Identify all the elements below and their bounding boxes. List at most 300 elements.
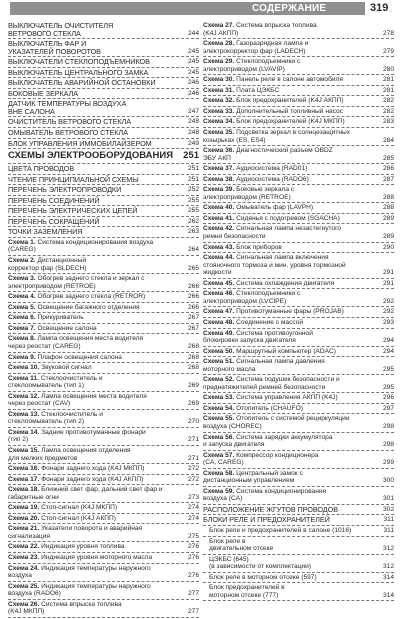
toc-entry xyxy=(8,375,199,392)
entry-page-number: 302 xyxy=(382,505,394,513)
entry-title: Стоп-сигнал (K4J АКПП) xyxy=(41,514,116,522)
entry-title: (CA, CAREG) xyxy=(203,459,244,467)
entry-divider xyxy=(203,184,394,185)
toc-entry-line xyxy=(8,90,199,98)
toc-entry-line xyxy=(8,583,199,591)
entry-title: Индикация температуры наружного xyxy=(41,582,151,590)
toc-entry-line xyxy=(203,204,394,212)
scheme-number: Схема 6. xyxy=(8,314,36,322)
entry-title: стояночного тормоза и мин. уровня тормозной xyxy=(203,261,346,269)
entry-divider xyxy=(203,85,394,86)
entry-title: Аудиосистема (RADO6) xyxy=(236,175,309,183)
entry-page-number: 268 xyxy=(187,364,199,372)
entry-divider xyxy=(203,432,394,433)
toc-entry-line xyxy=(203,394,394,402)
entry-title: Индикация уровня моторного масла xyxy=(41,553,153,561)
toc-entry-line xyxy=(203,22,394,30)
scheme-number: Схема 52. xyxy=(203,376,235,384)
entry-divider xyxy=(8,474,199,475)
entry-page-number: 314 xyxy=(382,591,394,599)
toc-entry-line xyxy=(8,239,199,247)
entry-divider xyxy=(203,403,394,404)
entry-title: УКАЗАТЕЛЕЙ ПОВОРОТОВ xyxy=(8,46,101,56)
toc-entry-line xyxy=(203,470,394,478)
toc-entry-line xyxy=(8,165,199,173)
entry-page-number: 276 xyxy=(187,543,199,551)
toc-entry-line xyxy=(8,79,199,87)
entry-page-number: 286 xyxy=(382,165,394,173)
toc-entry xyxy=(203,58,394,75)
entry-title: и запуска двигателя xyxy=(203,441,265,449)
entry-page-number: 287 xyxy=(382,175,394,183)
toc-entry-line xyxy=(8,543,199,551)
toc-entry-line xyxy=(203,225,394,233)
entry-page-number: 301 xyxy=(382,495,394,503)
toc-entry xyxy=(203,244,394,254)
entry-page-number: 244 xyxy=(187,29,199,37)
entry-title: Панель реле в салоне автомобиля xyxy=(236,76,343,84)
toc-entry xyxy=(8,218,199,228)
entry-page-number: 279 xyxy=(382,47,394,55)
scheme-number: Схема 7. xyxy=(8,324,36,332)
toc-entry-line xyxy=(8,515,199,523)
entry-title: габаритные огни xyxy=(8,493,59,501)
toc-entry-line xyxy=(203,244,394,252)
toc-entry xyxy=(203,118,394,128)
scheme-number: Схема 16. xyxy=(8,465,40,473)
toc-entry xyxy=(8,90,199,100)
entry-title: Система зарядки аккумулятора xyxy=(236,433,333,441)
entry-page-number: 264 xyxy=(187,246,199,254)
entry-divider xyxy=(8,302,199,303)
scheme-number: Схема 44. xyxy=(203,254,235,262)
entry-title: Система охлаждения двигателя xyxy=(236,279,335,287)
scheme-number: Схема 5. xyxy=(8,303,36,311)
toc-entry-line xyxy=(203,58,394,66)
toc-entry xyxy=(203,516,394,526)
entry-title: Система впрыска топлива xyxy=(236,22,317,29)
entry-title: жидкости xyxy=(203,269,232,277)
entry-divider xyxy=(8,373,199,374)
scheme-number: Схема 29. xyxy=(203,58,235,66)
toc-entry xyxy=(203,506,394,516)
entry-divider xyxy=(203,288,394,289)
entry-page-number: 280 xyxy=(382,65,394,73)
entry-page-number: 295 xyxy=(382,383,394,391)
toc-entry xyxy=(8,239,199,256)
toc-entry-line xyxy=(203,76,394,84)
entry-page-number: 294 xyxy=(382,337,394,345)
entry-title: ПЕРЕЧЕНЬ ЭЛЕКТРОПРОВОДКИ xyxy=(8,185,122,195)
toc-entry-line xyxy=(8,58,199,66)
toc-entry xyxy=(203,574,394,584)
entry-divider xyxy=(203,174,394,175)
toc-entry-line xyxy=(203,129,394,137)
entry-page-number: 272 xyxy=(187,465,199,473)
entry-page-number: 293 xyxy=(382,318,394,326)
toc-entry-line xyxy=(203,48,394,56)
entry-page-number: 276 xyxy=(187,553,199,561)
entry-title: моторного масла xyxy=(203,365,256,373)
toc-entry xyxy=(8,601,199,618)
toc-entry-line xyxy=(203,384,394,392)
entry-divider xyxy=(203,468,394,469)
entry-page-number: 281 xyxy=(382,76,394,84)
toc-entry-line xyxy=(203,376,394,384)
entry-page-number: 296 xyxy=(382,394,394,402)
entry-title: электроприводом (LVCIPE) xyxy=(203,297,287,305)
toc-entry-line xyxy=(203,66,394,74)
scheme-number: Схема 30. xyxy=(203,76,235,84)
scheme-number: Схема 42. xyxy=(203,225,235,233)
entry-title: Ближний свет фар, дальний свет фар и xyxy=(41,486,163,494)
toc-entry xyxy=(203,405,394,415)
entry-title: (K4J МКПП) xyxy=(8,608,45,616)
toc-entry xyxy=(8,257,199,274)
entry-title: преднатяжителей ремней безопасности xyxy=(203,383,326,391)
page-number: 319 xyxy=(370,2,389,14)
toc-entry-line xyxy=(8,525,199,533)
entry-divider xyxy=(203,278,394,279)
toc-entry xyxy=(203,556,394,573)
entry-divider xyxy=(203,356,394,357)
scheme-number: Схема 33. xyxy=(203,107,235,115)
entry-divider xyxy=(203,163,394,164)
entry-page-number: 246 xyxy=(187,89,199,97)
toc-entry xyxy=(8,304,199,314)
toc-entry-line xyxy=(203,269,394,277)
entry-divider xyxy=(8,513,199,514)
toc-entry-line xyxy=(203,176,394,184)
entry-title: Освещение салона xyxy=(37,324,97,332)
entry-title: Указатели поворота и аварийная xyxy=(41,525,143,533)
toc-entry-line xyxy=(203,434,394,442)
toc-entry-line xyxy=(8,465,199,473)
entry-title: ЦВЕТА ПРОВОДОВ xyxy=(8,164,75,174)
entry-title: Стеклоподъемники с xyxy=(236,58,301,66)
toc-entry-line xyxy=(203,538,394,546)
entry-title: Фонари заднего хода (K4J АКПП) xyxy=(41,475,144,483)
scheme-number: Схема 11. xyxy=(8,374,39,382)
entry-page-number: 255 xyxy=(187,196,199,204)
toc-entry-line xyxy=(8,533,199,541)
scheme-number: Схема 35. xyxy=(203,129,235,137)
toc-entry xyxy=(203,348,394,358)
entry-title: двигательном отсеке xyxy=(209,545,274,553)
entry-title: (K4J АКПП) xyxy=(203,29,239,37)
toc-entry-line xyxy=(203,495,394,503)
entry-divider xyxy=(203,306,394,307)
entry-title: БОКОВЫЕ ЗЕРКАЛА xyxy=(8,88,79,98)
toc-left-column xyxy=(8,22,199,619)
entry-page-number: 251 xyxy=(187,175,199,183)
entry-divider xyxy=(203,202,394,203)
entry-divider xyxy=(8,617,199,618)
toc-entry xyxy=(8,293,199,303)
entry-page-number: 288 xyxy=(382,193,394,201)
entry-divider xyxy=(8,463,199,464)
entry-page-number: 266 xyxy=(187,293,199,301)
entry-title: ПЕРЕЧЕНЬ СОКРАЩЕНИЙ xyxy=(8,216,100,226)
toc-entry-line xyxy=(8,375,199,383)
scheme-number: Схема 21. xyxy=(8,525,40,533)
entry-divider xyxy=(203,392,394,393)
toc-entry xyxy=(203,87,394,97)
entry-title: воздуха (RADO6) xyxy=(8,590,61,598)
toc-entry xyxy=(203,97,394,107)
toc-entry xyxy=(8,583,199,600)
entry-title: ПЕРЕЧЕНЬ ЭЛЕКТРИЧЕСКИХ ЦЕПЕЙ xyxy=(8,206,138,216)
entry-page-number: 297 xyxy=(382,404,394,412)
entry-title: Центральный замок с xyxy=(236,469,303,477)
toc-entry xyxy=(203,319,394,329)
entry-title: Омыватель фар (LAVPH) xyxy=(236,204,314,212)
entry-title: ЭБУ АКП xyxy=(203,154,231,162)
scheme-number: Схема 40. xyxy=(203,204,235,212)
toc-entry xyxy=(203,225,394,242)
toc-entry-line xyxy=(8,335,199,343)
entry-divider xyxy=(203,328,394,329)
entry-title: БЛОК УПРАВЛЕНИЯ ИММОБИЛАЙЗЕРОМ xyxy=(8,138,152,148)
toc-entry xyxy=(8,411,199,428)
entry-title: ремня безопасности xyxy=(203,233,266,241)
entry-divider xyxy=(8,552,199,553)
toc-entry xyxy=(8,486,199,503)
entry-divider xyxy=(203,127,394,128)
toc-entry-line xyxy=(203,118,394,126)
entry-divider xyxy=(8,541,199,542)
scheme-number: Схема 1. xyxy=(8,238,36,246)
toc-entry-line xyxy=(203,452,394,460)
entry-title: Соединение с массой xyxy=(236,318,304,326)
toc-entry-line xyxy=(203,165,394,173)
entry-divider xyxy=(203,572,394,573)
toc-entry xyxy=(8,429,199,446)
toc-entry-line xyxy=(203,280,394,288)
toc-entry-line xyxy=(203,488,394,496)
entry-title: ЧТЕНИЕ ПРИНЦИПИАЛЬНОЙ СХЕМЫ xyxy=(8,174,139,184)
entry-title: электрокорректор фар (LADECH) xyxy=(203,47,306,55)
entry-title: Компрессор кондиционера xyxy=(236,451,319,459)
toc-entry xyxy=(203,452,394,469)
entry-title: Стеклоподъемники с xyxy=(236,290,301,298)
entry-title: Обогрев заднего стекла (RETROR) xyxy=(37,293,146,301)
entry-page-number: 277 xyxy=(187,590,199,598)
toc-entry-line xyxy=(8,418,199,426)
scheme-number: Схема 12. xyxy=(8,392,40,400)
toc-entry xyxy=(203,22,394,39)
scheme-number: Схема 4. xyxy=(8,293,36,301)
entry-title: БЛОКИ РЕЛЕ И ПРЕДОХРАНИТЕЛЕЙ xyxy=(203,515,330,525)
scheme-number: Схема 36. xyxy=(203,147,235,155)
entry-page-number: 312 xyxy=(382,545,394,553)
toc-right-column xyxy=(203,22,394,602)
entry-page-number: 289 xyxy=(382,233,394,241)
scheme-number: Схема 17. xyxy=(8,475,40,483)
toc-entry xyxy=(8,197,199,207)
entry-title: ЦЭКБС (645) xyxy=(209,555,249,563)
toc-entry xyxy=(8,100,199,117)
entry-title: ВНЕ САЛОНА xyxy=(8,106,55,116)
entry-title: Блок реле в xyxy=(209,537,246,545)
toc-entry-line xyxy=(203,506,394,514)
entry-page-number: 271 xyxy=(187,436,199,444)
toc-entry-line xyxy=(8,504,199,512)
entry-title: ВЫКЛЮЧАТЕЛИ СТЕКЛОПОДЪЕМНИКОВ xyxy=(8,57,150,67)
entry-title: Система противоугонной xyxy=(236,329,313,337)
toc-entry-line xyxy=(8,246,199,254)
entry-page-number: 262 xyxy=(187,217,199,225)
entry-title: Стоп-сигнал (K4J МКПП) xyxy=(41,504,118,512)
entry-title: Освещение багажного отделения xyxy=(37,303,140,311)
entry-page-number: 269 xyxy=(187,382,199,390)
toc-entry xyxy=(8,165,199,175)
scheme-number: Схема 13. xyxy=(8,410,40,418)
toc-entry-line xyxy=(203,516,394,524)
entry-page-number: 278 xyxy=(382,29,394,37)
toc-entry-line xyxy=(8,186,199,194)
toc-entry xyxy=(8,58,199,68)
scheme-number: Схема 26. xyxy=(8,600,40,608)
toc-entry-line xyxy=(203,298,394,306)
entry-page-number: 263 xyxy=(187,228,199,236)
entry-divider xyxy=(8,445,199,446)
entry-divider xyxy=(203,145,394,146)
scheme-number: Схема 48. xyxy=(203,318,235,326)
toc-entry-line xyxy=(8,304,199,312)
entry-title: Газоразрядная лампа и xyxy=(236,40,309,48)
scheme-number: Схема 19. xyxy=(8,504,40,512)
entry-divider xyxy=(8,323,199,324)
toc-entry xyxy=(8,314,199,324)
scheme-number: Схема 2. xyxy=(8,257,36,265)
entry-page-number: 281 xyxy=(382,86,394,94)
entry-divider xyxy=(203,525,394,526)
scheme-number: Схема 47. xyxy=(203,308,235,316)
scheme-number: Схема 59. xyxy=(203,487,235,495)
toc-entry-line xyxy=(203,423,394,431)
entry-title: Сиденья с подогревом (SGACHA) xyxy=(236,214,340,222)
toc-entry-line xyxy=(203,137,394,145)
toc-entry-line xyxy=(203,459,394,467)
scheme-number: Схема 54. xyxy=(203,404,235,412)
scheme-number: Схема 45. xyxy=(203,279,235,287)
toc-entry xyxy=(8,447,199,464)
entry-title: Система управления АКПП (K4J) xyxy=(236,394,338,402)
toc-entry-line xyxy=(203,290,394,298)
toc-entry-line xyxy=(203,233,394,241)
toc-entry xyxy=(203,415,394,432)
entry-divider xyxy=(203,242,394,243)
toc-entry xyxy=(8,515,199,525)
entry-page-number: 247 xyxy=(187,107,199,115)
entry-title: ДАТЧИК ТЕМПЕРАТУРЫ ВОЗДУХА xyxy=(8,99,127,109)
toc-entry-line xyxy=(8,429,199,437)
toc-entry xyxy=(8,118,199,128)
toc-entry-line xyxy=(8,608,199,616)
toc-entry xyxy=(8,40,199,57)
entry-title: стеклоомыватель (тип 2) xyxy=(8,418,85,426)
toc-entry-line xyxy=(8,382,199,390)
entry-title: ПЕРЕЧЕНЬ СОЕДИНЕНИЙ xyxy=(8,195,100,205)
entry-divider xyxy=(203,223,394,224)
scheme-number: Схема 28. xyxy=(203,40,235,48)
entry-title: Система кондиционирования xyxy=(236,487,327,495)
toc-entry xyxy=(8,129,199,139)
toc-entry-line xyxy=(203,545,394,553)
toc-entry xyxy=(8,465,199,475)
entry-page-number: 268 xyxy=(187,353,199,361)
toc-entry xyxy=(8,22,199,39)
scheme-number: Схема 32. xyxy=(203,97,235,105)
entry-title: Подсветка зеркал в солнцезащитных xyxy=(236,129,351,137)
entry-title: через реостат (CAV) xyxy=(8,400,71,408)
entry-title: Система впрыска топлива xyxy=(41,600,122,608)
toc-entry xyxy=(203,308,394,318)
toc-entry-line xyxy=(8,283,199,291)
entry-page-number: 272 xyxy=(187,475,199,483)
toc-entry-line xyxy=(8,601,199,609)
toc-entry-line xyxy=(203,556,394,564)
entry-title: сигнализация xyxy=(8,532,50,540)
entry-title: РАСПОЛОЖЕНИЕ ЖГУТОВ ПРОВОДОВ xyxy=(203,504,338,514)
toc-entry xyxy=(203,538,394,555)
entry-page-number: 291 xyxy=(382,269,394,277)
entry-title: Система кондиционирования воздуха xyxy=(37,238,154,246)
toc-entry xyxy=(8,364,199,374)
entry-page-number: 251 xyxy=(187,165,199,173)
toc-entry-line xyxy=(203,87,394,95)
toc-entry xyxy=(203,434,394,451)
entry-title: Задние противотуманные фонари xyxy=(41,428,146,436)
toc-entry-line xyxy=(8,486,199,494)
toc-entry xyxy=(203,488,394,505)
entry-page-number: 266 xyxy=(187,282,199,290)
toc-entry-line xyxy=(8,314,199,322)
toc-entry-line xyxy=(8,436,199,444)
toc-entry-line xyxy=(8,207,199,215)
toc-entry xyxy=(8,228,199,238)
toc-entry xyxy=(8,140,199,150)
entry-title: Дистанционный xyxy=(37,257,87,265)
toc-entry xyxy=(203,215,394,225)
scheme-number: Схема 24. xyxy=(8,564,40,572)
entry-page-number: 292 xyxy=(382,297,394,305)
page-header xyxy=(0,0,404,18)
toc-entry xyxy=(8,476,199,486)
toc-entry-line xyxy=(8,176,199,184)
scheme-number: Схема 55. xyxy=(203,415,235,423)
toc-entry-line xyxy=(203,574,394,582)
toc-entry-line xyxy=(203,358,394,366)
entry-page-number: 311 xyxy=(383,516,394,524)
toc-entry xyxy=(8,275,199,292)
toc-entry-line xyxy=(8,393,199,401)
toc-entry-line xyxy=(203,319,394,327)
scheme-number: Схема 31. xyxy=(203,86,235,94)
toc-entry-line xyxy=(8,265,199,273)
entry-page-number: 269 xyxy=(187,400,199,408)
entry-page-number: 248 xyxy=(187,129,199,137)
scheme-number: Схема 50. xyxy=(203,347,235,355)
entry-page-number: 298 xyxy=(382,422,394,430)
entry-page-number: 245 xyxy=(187,47,199,55)
scheme-number: Схема 39. xyxy=(203,186,235,194)
entry-title: Сигнальная лампа незастегнутого xyxy=(236,225,342,233)
entry-title: Система подушек безопасности и xyxy=(236,376,340,384)
entry-title: воздуха (CA) xyxy=(203,495,243,503)
entry-divider xyxy=(8,362,199,363)
